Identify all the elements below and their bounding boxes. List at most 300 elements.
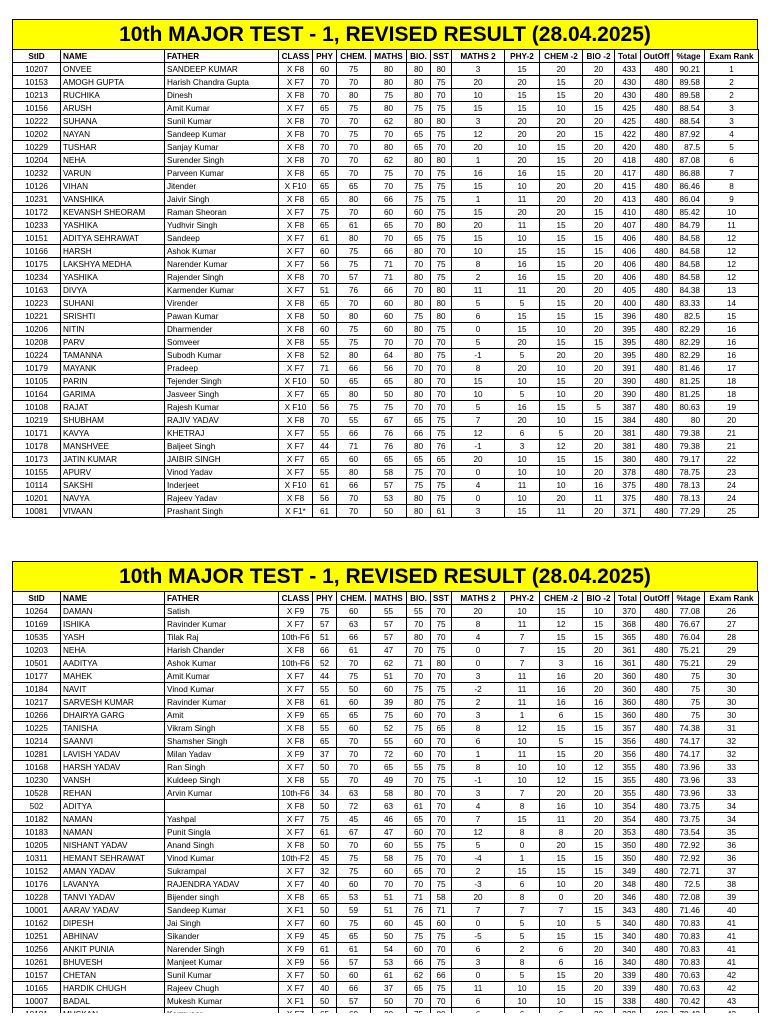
cell-maths: 76 bbox=[371, 427, 407, 440]
cell-percentage: 75 bbox=[673, 709, 705, 722]
cell-maths: 60 bbox=[371, 839, 407, 852]
cell-sst: 75 bbox=[431, 167, 452, 180]
table-row bbox=[13, 735, 759, 748]
cell-chem-2: 12 bbox=[540, 440, 583, 453]
cell-chem: 72 bbox=[337, 800, 371, 813]
cell-exam-rank: 2 bbox=[705, 76, 759, 89]
cell-sst: 80 bbox=[431, 284, 452, 297]
cell-exam-rank: 17 bbox=[705, 362, 759, 375]
cell-stid: 10501 bbox=[13, 657, 61, 670]
cell-outoff: 480 bbox=[641, 479, 673, 492]
cell-phy: 70 bbox=[313, 128, 337, 141]
cell-chem: 75 bbox=[337, 401, 371, 414]
table-row bbox=[13, 492, 759, 505]
cell-percentage: 84.58 bbox=[673, 258, 705, 271]
cell-stid: 10157 bbox=[13, 969, 61, 982]
column-header-bio-2: BIO -2 bbox=[583, 50, 615, 63]
cell-percentage: 75 bbox=[673, 696, 705, 709]
cell-stid: 502 bbox=[13, 800, 61, 813]
cell-sst: 80 bbox=[431, 154, 452, 167]
cell-phy-2: 10 bbox=[505, 982, 540, 995]
cell-chem-2: 15 bbox=[540, 852, 583, 865]
cell-percentage: 73.54 bbox=[673, 826, 705, 839]
cell-bio: 75 bbox=[407, 310, 431, 323]
cell-bio: 45 bbox=[407, 917, 431, 930]
cell-maths-2: 0 bbox=[452, 644, 505, 657]
cell-bio-2: 20 bbox=[583, 271, 615, 284]
cell-percentage: 70.83 bbox=[673, 930, 705, 943]
cell-name: SAKSHI bbox=[61, 479, 165, 492]
cell-phy-2: 10 bbox=[505, 761, 540, 774]
table-row bbox=[13, 115, 759, 128]
cell-maths: 66 bbox=[371, 284, 407, 297]
cell-chem-2: 20 bbox=[540, 349, 583, 362]
cell-bio-2: 15 bbox=[583, 631, 615, 644]
cell-sst: 75 bbox=[431, 618, 452, 631]
cell-outoff: 480 bbox=[641, 904, 673, 917]
cell-phy: 75 bbox=[313, 813, 337, 826]
cell-chem-2: 20 bbox=[540, 193, 583, 206]
cell-bio-2: 20 bbox=[583, 349, 615, 362]
cell-exam-rank: 18 bbox=[705, 388, 759, 401]
cell-outoff: 480 bbox=[641, 349, 673, 362]
table-row bbox=[13, 696, 759, 709]
cell-class: X F7 bbox=[279, 826, 313, 839]
table-row bbox=[13, 271, 759, 284]
cell-phy: 70 bbox=[313, 115, 337, 128]
column-header-chem: CHEM. bbox=[337, 50, 371, 63]
cell-phy: 34 bbox=[313, 787, 337, 800]
cell-name: REHAN bbox=[61, 787, 165, 800]
cell-father: Parveen Kumar bbox=[165, 167, 279, 180]
cell-chem-2: 15 bbox=[540, 89, 583, 102]
table-row bbox=[13, 336, 759, 349]
cell-exam-rank: 30 bbox=[705, 696, 759, 709]
cell-chem: 61 bbox=[337, 943, 371, 956]
header-row bbox=[13, 592, 759, 605]
table-row bbox=[13, 284, 759, 297]
cell-bio-2: 16 bbox=[583, 657, 615, 670]
table-row bbox=[13, 605, 759, 618]
cell-sst: 75 bbox=[431, 414, 452, 427]
cell-phy: 55 bbox=[313, 683, 337, 696]
table-row bbox=[13, 826, 759, 839]
cell-chem-2: 15 bbox=[540, 969, 583, 982]
cell-total: 395 bbox=[615, 323, 641, 336]
cell-phy: 50 bbox=[313, 969, 337, 982]
cell-phy: 50 bbox=[313, 761, 337, 774]
table-row bbox=[13, 141, 759, 154]
cell-bio-2: 20 bbox=[583, 76, 615, 89]
table-row bbox=[13, 891, 759, 904]
cell-bio: 75 bbox=[407, 102, 431, 115]
cell-father: Yashpal bbox=[165, 813, 279, 826]
cell-total: 349 bbox=[615, 865, 641, 878]
cell-phy: 71 bbox=[313, 362, 337, 375]
cell-name: ADITYA SEHRAWAT bbox=[61, 232, 165, 245]
cell-maths: 70 bbox=[371, 232, 407, 245]
cell-chem-2: 20 bbox=[540, 206, 583, 219]
cell-percentage: 73.75 bbox=[673, 800, 705, 813]
cell-bio-2: 20 bbox=[583, 115, 615, 128]
cell-maths: 60 bbox=[371, 683, 407, 696]
cell-father: Baljeet Singh bbox=[165, 440, 279, 453]
table-row bbox=[13, 800, 759, 813]
cell-phy-2: 8 bbox=[505, 800, 540, 813]
cell-maths-2: 20 bbox=[452, 891, 505, 904]
cell-maths: 62 bbox=[371, 115, 407, 128]
cell-bio: 75 bbox=[407, 193, 431, 206]
cell-phy: 55 bbox=[313, 774, 337, 787]
cell-percentage: 75.21 bbox=[673, 657, 705, 670]
cell-stid: 10261 bbox=[13, 956, 61, 969]
cell-bio-2: 20 bbox=[583, 466, 615, 479]
cell-maths-2: 12 bbox=[452, 427, 505, 440]
cell-father: Amit bbox=[165, 709, 279, 722]
cell-exam-rank: 34 bbox=[705, 813, 759, 826]
cell-outoff: 480 bbox=[641, 180, 673, 193]
cell-phy: 60 bbox=[313, 323, 337, 336]
cell-name: ONVEE bbox=[61, 63, 165, 76]
cell-father: Subodh Kumar bbox=[165, 349, 279, 362]
cell-class: X F1 bbox=[279, 904, 313, 917]
cell-maths: 58 bbox=[371, 787, 407, 800]
cell-percentage: 84.79 bbox=[673, 219, 705, 232]
cell-name: VARUN bbox=[61, 167, 165, 180]
cell-bio-2: 20 bbox=[583, 505, 615, 518]
cell-exam-rank: 23 bbox=[705, 466, 759, 479]
cell-stid: 10166 bbox=[13, 245, 61, 258]
cell-phy-2: 20 bbox=[505, 128, 540, 141]
cell-exam-rank: 13 bbox=[705, 284, 759, 297]
cell-maths-2: 6 bbox=[452, 310, 505, 323]
table-row bbox=[13, 154, 759, 167]
cell-maths-2: 20 bbox=[452, 76, 505, 89]
cell-percentage: 87.92 bbox=[673, 128, 705, 141]
cell-bio: 66 bbox=[407, 956, 431, 969]
cell-stid: 10229 bbox=[13, 141, 61, 154]
cell-class: X F8 bbox=[279, 167, 313, 180]
column-header-phy-2: PHY-2 bbox=[505, 50, 540, 63]
cell-total: 346 bbox=[615, 891, 641, 904]
cell-percentage: 70.42 bbox=[673, 995, 705, 1008]
cell-name: JATIN KUMAR bbox=[61, 453, 165, 466]
cell-father: Pawan Kumar bbox=[165, 310, 279, 323]
cell-total: 415 bbox=[615, 180, 641, 193]
cell-father: Jasveer Singh bbox=[165, 388, 279, 401]
cell-total: 430 bbox=[615, 89, 641, 102]
cell-class: X F7 bbox=[279, 761, 313, 774]
cell-chem: 57 bbox=[337, 995, 371, 1008]
cell-percentage: 84.58 bbox=[673, 245, 705, 258]
cell-stid: 10219 bbox=[13, 414, 61, 427]
cell-sst: 75 bbox=[431, 180, 452, 193]
cell-class: X F9 bbox=[279, 709, 313, 722]
cell-bio: 65 bbox=[407, 982, 431, 995]
cell-phy-2: 11 bbox=[505, 479, 540, 492]
cell-sst: 75 bbox=[431, 349, 452, 362]
cell-name: DHAIRYA GARG bbox=[61, 709, 165, 722]
cell-chem-2: 10 bbox=[540, 995, 583, 1008]
cell-sst: 70 bbox=[431, 401, 452, 414]
cell-phy: 70 bbox=[313, 414, 337, 427]
cell-outoff: 480 bbox=[641, 388, 673, 401]
cell-total: 353 bbox=[615, 826, 641, 839]
cell-bio: 80 bbox=[407, 245, 431, 258]
cell-phy-2: 1 bbox=[505, 709, 540, 722]
cell-total: 360 bbox=[615, 696, 641, 709]
cell-phy: 61 bbox=[313, 505, 337, 518]
cell-phy-2: 11 bbox=[505, 748, 540, 761]
cell-maths-2: 3 bbox=[452, 956, 505, 969]
cell-maths: 49 bbox=[371, 774, 407, 787]
cell-phy: 65 bbox=[313, 167, 337, 180]
cell-total: 368 bbox=[615, 618, 641, 631]
cell-bio: 60 bbox=[407, 943, 431, 956]
cell-maths-2: 8 bbox=[452, 362, 505, 375]
cell-maths: 60 bbox=[371, 323, 407, 336]
cell-total: 348 bbox=[615, 878, 641, 891]
cell-outoff: 480 bbox=[641, 774, 673, 787]
cell-sst: 70 bbox=[431, 787, 452, 800]
cell-sst: 70 bbox=[431, 89, 452, 102]
cell-maths-2: 7 bbox=[452, 414, 505, 427]
cell-outoff: 480 bbox=[641, 618, 673, 631]
cell-chem: 70 bbox=[337, 505, 371, 518]
cell-father: Sikander bbox=[165, 930, 279, 943]
cell-bio: 80 bbox=[407, 63, 431, 76]
cell-phy-2: 6 bbox=[505, 427, 540, 440]
cell-outoff: 480 bbox=[641, 891, 673, 904]
cell-phy: 44 bbox=[313, 440, 337, 453]
cell-bio-2: 5 bbox=[583, 917, 615, 930]
cell-outoff: 480 bbox=[641, 193, 673, 206]
cell-total: 413 bbox=[615, 193, 641, 206]
cell-phy: 56 bbox=[313, 401, 337, 414]
cell-phy: 57 bbox=[313, 618, 337, 631]
cell-bio-2: 20 bbox=[583, 323, 615, 336]
cell-father: Punit Singla bbox=[165, 826, 279, 839]
cell-percentage: 72.08 bbox=[673, 891, 705, 904]
cell-exam-rank: 11 bbox=[705, 219, 759, 232]
cell-stid: 10172 bbox=[13, 206, 61, 219]
cell-father: Yudhvir Singh bbox=[165, 219, 279, 232]
cell-percentage: 74.17 bbox=[673, 735, 705, 748]
cell-class: X F10 bbox=[279, 479, 313, 492]
cell-father: Pradeep bbox=[165, 362, 279, 375]
cell-sst: 76 bbox=[431, 440, 452, 453]
cell-bio: 60 bbox=[407, 735, 431, 748]
cell-outoff: 480 bbox=[641, 787, 673, 800]
cell-sst: 75 bbox=[431, 128, 452, 141]
cell-maths: 50 bbox=[371, 388, 407, 401]
cell-stid: 10175 bbox=[13, 258, 61, 271]
cell-stid: 10177 bbox=[13, 670, 61, 683]
cell-stid: 10007 bbox=[13, 995, 61, 1008]
cell-name: KEVANSH SHEORAM bbox=[61, 206, 165, 219]
cell-name: HARDIK CHUGH bbox=[61, 982, 165, 995]
table-row bbox=[13, 505, 759, 518]
cell-father: Sandeep bbox=[165, 232, 279, 245]
cell-name: TANVI YADAV bbox=[61, 891, 165, 904]
cell-bio: 60 bbox=[407, 206, 431, 219]
cell-maths: 75 bbox=[371, 89, 407, 102]
cell-stid: 10108 bbox=[13, 401, 61, 414]
cell-chem: 57 bbox=[337, 956, 371, 969]
cell-outoff: 480 bbox=[641, 930, 673, 943]
cell-maths: 57 bbox=[371, 479, 407, 492]
cell-exam-rank: 16 bbox=[705, 323, 759, 336]
cell-class: X F7 bbox=[279, 440, 313, 453]
cell-phy: 65 bbox=[313, 388, 337, 401]
cell-exam-rank: 43 bbox=[705, 995, 759, 1008]
cell-maths-2: 15 bbox=[452, 232, 505, 245]
table-row bbox=[13, 956, 759, 969]
cell-chem-2: 15 bbox=[540, 141, 583, 154]
cell-chem-2: 20 bbox=[540, 128, 583, 141]
cell-total: 384 bbox=[615, 414, 641, 427]
cell-father: Inderjeet bbox=[165, 479, 279, 492]
cell-father: Ashok Kumar bbox=[165, 657, 279, 670]
cell-chem-2: 6 bbox=[540, 956, 583, 969]
cell-stid: 10183 bbox=[13, 826, 61, 839]
result-sheet-1 bbox=[12, 19, 758, 518]
cell-father: Ashok Kumar bbox=[165, 245, 279, 258]
cell-father: Ravinder Kumar bbox=[165, 696, 279, 709]
cell-outoff: 480 bbox=[641, 310, 673, 323]
column-header-phy-2: PHY-2 bbox=[505, 592, 540, 605]
cell-maths: 70 bbox=[371, 336, 407, 349]
cell-maths: 65 bbox=[371, 219, 407, 232]
column-header-percentage: %tage bbox=[673, 592, 705, 605]
cell-bio-2: 15 bbox=[583, 930, 615, 943]
cell-maths-2: 11 bbox=[452, 982, 505, 995]
cell-stid: 10206 bbox=[13, 323, 61, 336]
cell-chem-2: 15 bbox=[540, 401, 583, 414]
cell-sst: 70 bbox=[431, 466, 452, 479]
cell-exam-rank: 33 bbox=[705, 761, 759, 774]
cell-outoff: 480 bbox=[641, 154, 673, 167]
cell-father: Vikram Singh bbox=[165, 722, 279, 735]
cell-total: 338 bbox=[615, 995, 641, 1008]
cell-exam-rank: 7 bbox=[705, 167, 759, 180]
cell-exam-rank: 10 bbox=[705, 206, 759, 219]
cell-bio: 80 bbox=[407, 271, 431, 284]
cell-phy-2: 20 bbox=[505, 336, 540, 349]
cell-bio: 80 bbox=[407, 89, 431, 102]
table-row bbox=[13, 219, 759, 232]
cell-name: MANSHVEE bbox=[61, 440, 165, 453]
cell-sst: 75 bbox=[431, 683, 452, 696]
cell-outoff: 480 bbox=[641, 683, 673, 696]
cell-total: 380 bbox=[615, 453, 641, 466]
cell-maths: 70 bbox=[371, 180, 407, 193]
cell-chem-2: 6 bbox=[540, 943, 583, 956]
cell-bio-2: 10 bbox=[583, 605, 615, 618]
cell-stid: 10225 bbox=[13, 722, 61, 735]
cell-phy-2: 5 bbox=[505, 297, 540, 310]
cell-name: NAMAN bbox=[61, 813, 165, 826]
cell-class: X F9 bbox=[279, 930, 313, 943]
cell-exam-rank: 31 bbox=[705, 722, 759, 735]
cell-chem: 80 bbox=[337, 466, 371, 479]
cell-percentage: 73.96 bbox=[673, 761, 705, 774]
cell-phy: 65 bbox=[313, 219, 337, 232]
cell-class: X F7 bbox=[279, 427, 313, 440]
cell-maths-2: 6 bbox=[452, 943, 505, 956]
cell-maths-2: 3 bbox=[452, 670, 505, 683]
cell-name: TANISHA bbox=[61, 722, 165, 735]
cell-percentage: 88.54 bbox=[673, 102, 705, 115]
cell-stid: 10232 bbox=[13, 167, 61, 180]
cell-chem: 45 bbox=[337, 813, 371, 826]
cell-sst: 70 bbox=[431, 336, 452, 349]
cell-phy-2: 20 bbox=[505, 76, 540, 89]
cell-stid: 10224 bbox=[13, 349, 61, 362]
cell-father: Sandeep Kumar bbox=[165, 904, 279, 917]
cell-percentage: 74.17 bbox=[673, 748, 705, 761]
cell-percentage: 80 bbox=[673, 414, 705, 427]
cell-total: 418 bbox=[615, 154, 641, 167]
cell-father: Arvin Kumar bbox=[165, 787, 279, 800]
cell-bio-2: 15 bbox=[583, 102, 615, 115]
cell-sst: 75 bbox=[431, 232, 452, 245]
cell-stid: 10234 bbox=[13, 271, 61, 284]
cell-bio-2: 20 bbox=[583, 748, 615, 761]
cell-bio-2: 20 bbox=[583, 89, 615, 102]
cell-total: 355 bbox=[615, 774, 641, 787]
page-cutoff bbox=[0, 1013, 768, 1024]
table-row bbox=[13, 982, 759, 995]
cell-outoff: 480 bbox=[641, 115, 673, 128]
cell-chem-2: 6 bbox=[540, 709, 583, 722]
cell-stid: 10171 bbox=[13, 427, 61, 440]
cell-father: SANDEEP KUMAR bbox=[165, 63, 279, 76]
cell-phy-2: 15 bbox=[505, 89, 540, 102]
cell-phy: 61 bbox=[313, 943, 337, 956]
column-header-class: CLASS bbox=[279, 50, 313, 63]
column-header-chem-2: CHEM -2 bbox=[540, 592, 583, 605]
cell-maths: 56 bbox=[371, 362, 407, 375]
cell-total: 361 bbox=[615, 657, 641, 670]
cell-percentage: 88.54 bbox=[673, 115, 705, 128]
table-row bbox=[13, 670, 759, 683]
cell-bio-2: 15 bbox=[583, 904, 615, 917]
cell-chem-2: 15 bbox=[540, 271, 583, 284]
cell-bio: 75 bbox=[407, 722, 431, 735]
cell-bio: 80 bbox=[407, 154, 431, 167]
cell-bio: 70 bbox=[407, 401, 431, 414]
cell-class: X F8 bbox=[279, 128, 313, 141]
cell-chem-2: 10 bbox=[540, 917, 583, 930]
cell-chem: 70 bbox=[337, 167, 371, 180]
cell-outoff: 480 bbox=[641, 943, 673, 956]
cell-sst: 70 bbox=[431, 605, 452, 618]
cell-bio: 70 bbox=[407, 284, 431, 297]
cell-class: X F7 bbox=[279, 362, 313, 375]
cell-bio-2: 20 bbox=[583, 427, 615, 440]
cell-exam-rank: 37 bbox=[705, 865, 759, 878]
cell-exam-rank: 39 bbox=[705, 891, 759, 904]
cell-father: Harish Chandra Gupta bbox=[165, 76, 279, 89]
table-row bbox=[13, 479, 759, 492]
cell-chem: 70 bbox=[337, 141, 371, 154]
cell-percentage: 85.42 bbox=[673, 206, 705, 219]
cell-maths: 75 bbox=[371, 709, 407, 722]
cell-stid: 10251 bbox=[13, 930, 61, 943]
cell-phy: 50 bbox=[313, 995, 337, 1008]
cell-father: Narender Kumar bbox=[165, 258, 279, 271]
